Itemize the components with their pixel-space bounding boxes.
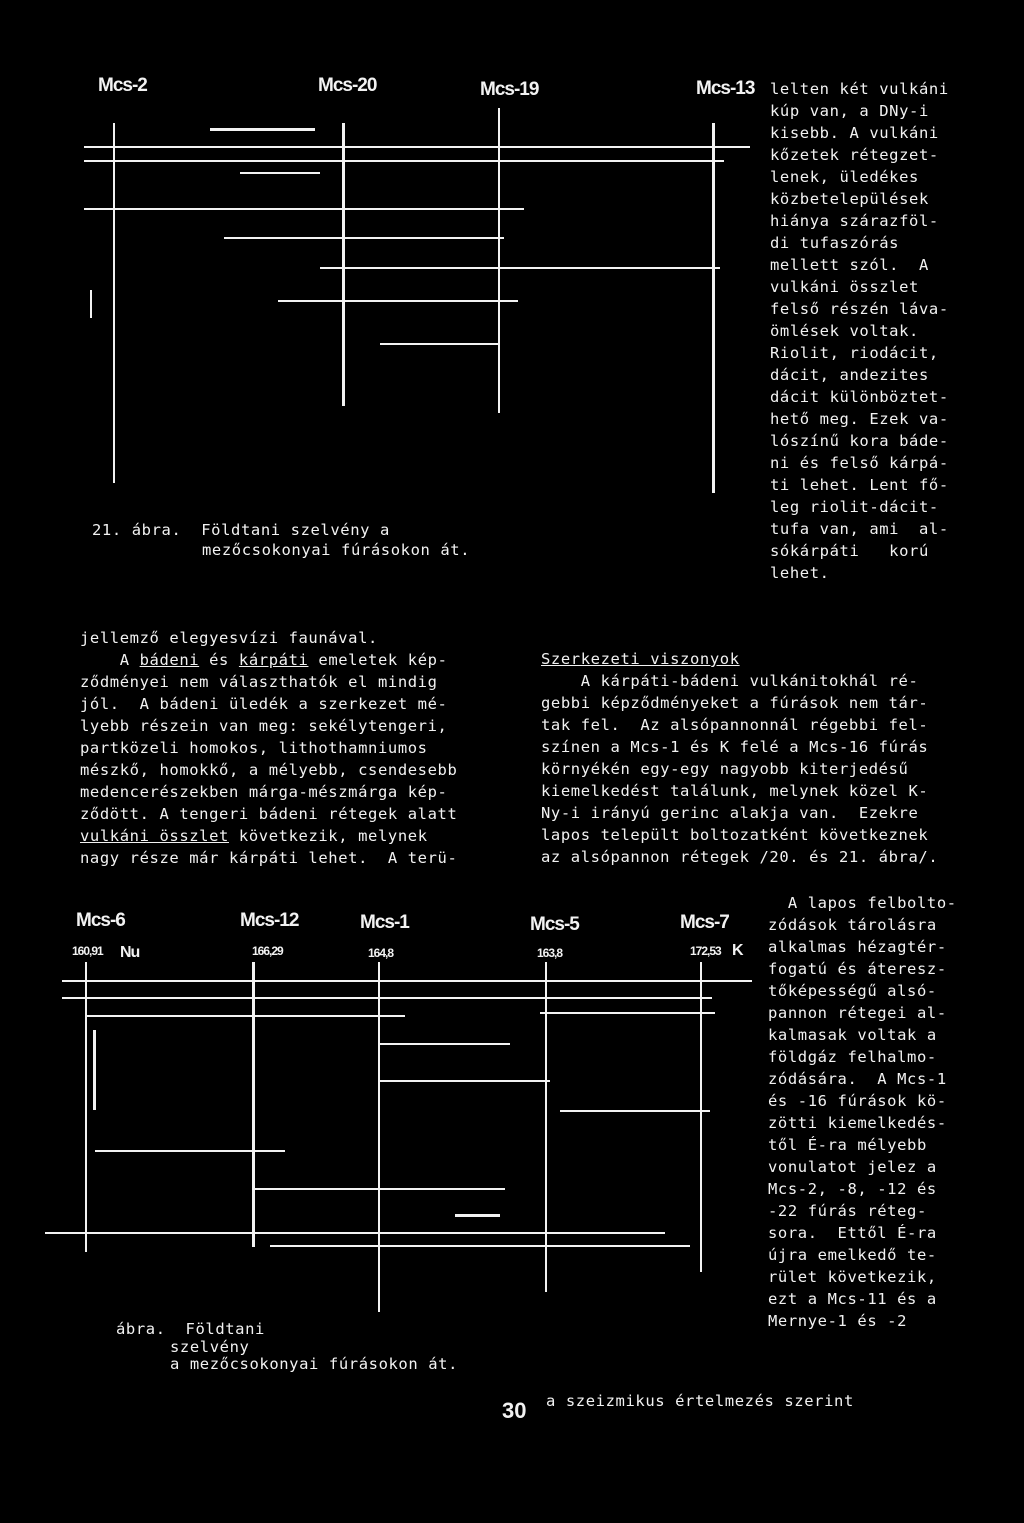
text-line: dácit különböztet- [770,388,949,406]
text-line: partközeli homokos, lithothamniumos [80,739,428,757]
top-section-surface-line [84,146,750,148]
text-line: felső részén láva- [770,300,949,318]
text-line: gebbi képződményeket a fúrások nem tár- [541,694,929,712]
right-column-text-top [770,78,949,584]
text-line: kőzetek rétegzet- [770,146,939,164]
text-line: kisebb. A vulkáni [770,124,939,142]
bottom-section-layer [560,1110,710,1112]
direction-label-right: K [732,942,743,959]
bottom-section-surface-line [62,980,752,982]
bottom-section-layer [45,1232,665,1234]
text-line [80,649,457,671]
well-label-mcs-1: Mcs-1 [360,912,409,933]
text-line: közbetelepülések [770,190,929,208]
top-section-layer [380,343,500,345]
text-line: lyebb részein van meg: sekélytengeri, [80,717,448,735]
text-line: kalmasak voltak a [768,1026,937,1044]
text-line: lehet. [770,564,830,582]
text-line: hiánya szárazföl- [770,212,939,230]
figure-caption-21-line2: mezőcsokonyai fúrásokon át. [202,541,471,559]
text-line: zódására. A Mcs-1 [768,1070,947,1088]
text-line: környékén egy-egy nagyobb kiterjedésű [541,760,909,778]
borehole-mcs-1 [378,962,380,1312]
text-line: jellemző elegyesvízi faunával. [80,629,378,647]
text-line: kiemelkedést találunk, melynek közel K- [541,782,929,800]
top-section-layer [224,237,504,239]
top-section-layer [210,128,315,131]
underlined-term: vulkáni összlet [80,827,229,845]
text-line: pannon rétegei al- [768,1004,947,1022]
text-line: ni és felső kárpá- [770,454,949,472]
right-column-text-bottom [768,892,957,1332]
elevation-mcs-5: 163,8 [537,946,563,960]
text-line: mellett szól. A [770,256,929,274]
page-number: 30 [502,1398,527,1423]
figure-caption-20-line2: szelvény [170,1338,250,1356]
top-section-layer [84,208,524,210]
text-line: lelten két vulkáni [770,80,949,98]
well-label-mcs-2: Mcs-2 [98,75,147,96]
bottom-section-mark [93,1030,96,1110]
top-section-layer [278,300,518,302]
borehole-mcs-6 [85,962,87,1252]
text-line: medencerészekben márga-mészmárga kép- [80,783,448,801]
text-line: A kárpáti-bádeni vulkánitokhál ré- [541,672,919,690]
text-line: Mernye-1 és -2 [768,1312,908,1330]
text-line: ömlések voltak. [770,322,919,340]
bottom-section-layer [62,997,712,999]
text-line: tufa van, ami al- [770,520,949,538]
elevation-mcs-7: 172,53 [690,944,721,958]
top-section-layer [84,160,724,162]
bottom-section-layer [255,1188,505,1190]
elevation-mcs-12: 166,29 [252,944,283,958]
text-line: hető meg. Ezek va- [770,410,949,428]
borehole-mcs-7 [700,962,702,1272]
figure-caption-20-line3: a mezőcsokonyai fúrásokon át. [170,1355,459,1373]
text-line: vulkáni összlet [770,278,919,296]
footnote: a szeizmikus értelmezés szerint [546,1392,854,1410]
direction-label-left: Nu [120,944,140,961]
borehole-mcs-13 [712,123,715,493]
bottom-section-layer [540,1012,715,1014]
figure-caption-21: 21. ábra. Földtani szelvény a [92,521,390,539]
bottom-section-layer [380,1043,510,1045]
well-label-mcs-13: Mcs-13 [696,78,755,99]
top-section-layer [240,172,320,174]
text-line: ződményei nem választhatók el mindig [80,673,438,691]
section-heading: Szerkezeti viszonyok [541,650,740,668]
text-line: újra emelkedő te- [768,1246,937,1264]
text-line: ződött. A tengeri bádeni rétegek alatt [80,805,458,823]
text-line: Riolit, riodácit, [770,344,939,362]
bottom-section-layer [380,1080,550,1082]
text-fragment: következik, melynek [228,827,428,845]
text-line: az alsópannon rétegek /20. és 21. ábra/. [541,848,939,866]
text-line: leg riolit-dácit- [770,498,939,516]
left-body-text [80,627,457,869]
well-label-mcs-19: Mcs-19 [480,79,539,100]
text-line: kúp van, a DNy-i [770,102,929,120]
text-line: lenek, üledékes [770,168,919,186]
elevation-mcs-6: 160,91 [72,944,103,958]
text-line: ti lehet. Lent fő- [770,476,949,494]
text-fragment: emeletek kép- [308,651,448,669]
text-line: tőképességű alsó- [768,982,937,1000]
borehole-mcs-19 [498,108,500,413]
text-line: lapos települt boltozatként következnek [541,826,929,844]
well-label-mcs-7: Mcs-7 [680,912,729,933]
text-line: sora. Ettől É-ra [768,1224,937,1242]
text-line: mészkő, homokkő, a mélyebb, csendesebb [80,761,458,779]
text-line: -22 fúrás réteg- [768,1202,927,1220]
bottom-section-layer [455,1214,500,1217]
borehole-mcs-12 [252,962,255,1247]
text-line: színen a Mcs-1 és K felé a Mcs-16 fúrás [541,738,929,756]
text-line: és -16 fúrások kö- [768,1092,947,1110]
text-line: dácit, andezites [770,366,929,384]
text-line: től É-ra mélyebb [768,1136,927,1154]
text-line: fogatú és áteresz- [768,960,947,978]
well-label-mcs-5: Mcs-5 [530,914,579,935]
bottom-section-layer [270,1245,690,1247]
text-fragment: és [199,651,239,669]
text-line: Ny-i irányú gerinc alakja van. Ezekre [541,804,919,822]
well-label-mcs-20: Mcs-20 [318,75,377,96]
text-line: lószínű kora báde- [770,432,949,450]
text-line: ezt a Mcs-11 és a [768,1290,937,1308]
text-line: sókárpáti korú [770,542,929,560]
underlined-term: kárpáti [238,651,309,669]
text-line: földgáz felhalmo- [768,1048,937,1066]
text-line: alkalmas hézagtér- [768,938,947,956]
elevation-mcs-1: 164,8 [368,946,394,960]
text-line: rület következik, [768,1268,937,1286]
text-line: jól. A bádeni üledék a szerkezet mé- [80,695,448,713]
bottom-section-layer [85,1015,405,1017]
figure-caption-20: ábra. Földtani [116,1320,265,1338]
text-line: Mcs-2, -8, -12 és [768,1180,937,1198]
text-line: nagy része már kárpáti lehet. A terü- [80,849,458,867]
top-section-layer [320,267,720,269]
well-label-mcs-6: Mcs-6 [76,910,125,931]
well-label-mcs-12: Mcs-12 [240,910,299,931]
middle-body-text [541,670,938,868]
top-section-mark [90,290,92,318]
text-line: zötti kiemelkedés- [768,1114,947,1132]
text-line: tak fel. Az alsópannonnál régebbi fel- [541,716,929,734]
text-line [80,825,457,847]
bottom-section-layer [95,1150,285,1152]
borehole-mcs-2 [113,123,115,483]
text-line: zódások tárolásra [768,916,937,934]
text-fragment: A [80,651,140,669]
borehole-mcs-20 [342,123,345,406]
underlined-term: bádeni [139,651,200,669]
text-line: di tufaszórás [770,234,900,252]
text-line: A lapos felbolto- [768,894,957,912]
borehole-mcs-5 [545,962,547,1292]
text-line: vonulatot jelez a [768,1158,937,1176]
